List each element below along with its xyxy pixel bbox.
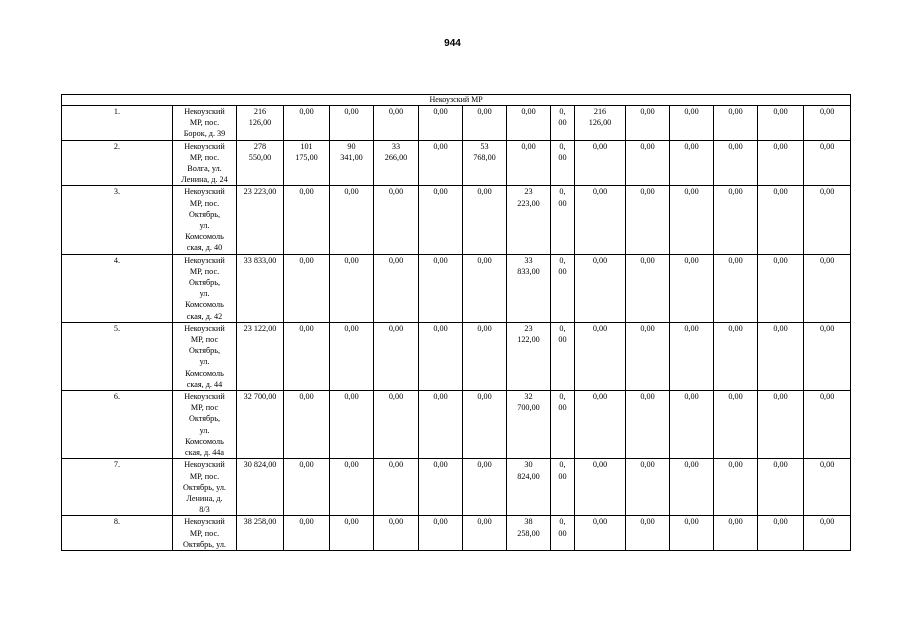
amount-cell: 0,00 <box>626 459 670 516</box>
table-row <box>62 106 851 141</box>
amount-cell: 0,00 <box>758 516 804 551</box>
amount-cell: 0,00 <box>284 322 330 390</box>
amount-cell: 0,00 <box>626 140 670 186</box>
amount-cell: 0,00 <box>284 516 330 551</box>
row-number: 6. <box>62 391 173 459</box>
amount-cell: 0,00 <box>714 459 758 516</box>
row-number: 4. <box>62 254 173 322</box>
amount-cell: 0,00 <box>463 516 507 551</box>
amount-cell: 0,00 <box>463 459 507 516</box>
amount-cell: 23 223,00 <box>237 186 284 254</box>
amount-cell: 38 258,00 <box>237 516 284 551</box>
amount-cell: 23 122,00 <box>507 322 551 390</box>
amount-cell: 0,00 <box>330 186 374 254</box>
amount-cell: 0,00 <box>374 516 419 551</box>
amount-cell: 0,00 <box>804 186 851 254</box>
amount-cell: 0,00 <box>463 391 507 459</box>
amount-cell: 53 768,00 <box>463 140 507 186</box>
amount-cell: 0,00 <box>330 391 374 459</box>
amount-cell: 0,00 <box>626 516 670 551</box>
amount-cell: 0, 00 <box>551 322 575 390</box>
amount-cell: 0,00 <box>670 140 714 186</box>
amount-cell: 0,00 <box>374 106 419 141</box>
amount-cell: 0,00 <box>419 140 463 186</box>
row-number: 8. <box>62 516 173 551</box>
amount-cell: 278 550,00 <box>237 140 284 186</box>
amount-cell: 0,00 <box>330 516 374 551</box>
table-row <box>62 140 851 186</box>
row-number: 7. <box>62 459 173 516</box>
amount-cell: 0,00 <box>374 322 419 390</box>
amount-cell: 0,00 <box>714 186 758 254</box>
amount-cell: 0,00 <box>284 459 330 516</box>
amount-cell: 0,00 <box>758 322 804 390</box>
address-cell: Некоузский МР, пос. Октябрь, ул. <box>173 516 237 551</box>
amount-cell: 0,00 <box>419 106 463 141</box>
amount-cell: 0,00 <box>330 106 374 141</box>
amount-cell: 0,00 <box>670 322 714 390</box>
amount-cell: 0,00 <box>714 516 758 551</box>
amount-cell: 0,00 <box>374 254 419 322</box>
amount-cell: 0,00 <box>284 186 330 254</box>
amount-cell: 0,00 <box>463 106 507 141</box>
table-row <box>62 516 851 551</box>
address-cell: Некоузский МР, пос. Октябрь, ул. Ленина, д. 8/3 <box>173 459 237 516</box>
amount-cell: 0,00 <box>419 254 463 322</box>
table-row <box>62 459 851 516</box>
address-cell: Некоузский МР, пос. Октябрь, ул. Комсомоль ская, д. 42 <box>173 254 237 322</box>
amount-cell: 0,00 <box>714 140 758 186</box>
amount-cell: 0,00 <box>626 254 670 322</box>
amount-cell: 0,00 <box>575 254 626 322</box>
amount-cell: 0,00 <box>419 186 463 254</box>
amount-cell: 0,00 <box>463 254 507 322</box>
amount-cell: 0,00 <box>463 322 507 390</box>
table-row <box>62 391 851 459</box>
amount-cell: 33 833,00 <box>237 254 284 322</box>
amount-cell: 0,00 <box>284 391 330 459</box>
amount-cell: 0,00 <box>626 322 670 390</box>
amount-cell: 0,00 <box>714 254 758 322</box>
amount-cell: 0, 00 <box>551 186 575 254</box>
amount-cell: 0,00 <box>804 140 851 186</box>
row-number: 2. <box>62 140 173 186</box>
amount-cell: 0,00 <box>575 459 626 516</box>
amount-cell: 0,00 <box>575 186 626 254</box>
amount-cell: 0, 00 <box>551 140 575 186</box>
amount-cell: 0,00 <box>804 254 851 322</box>
amount-cell: 0,00 <box>374 186 419 254</box>
amount-cell: 216 126,00 <box>575 106 626 141</box>
amount-cell: 0,00 <box>804 106 851 141</box>
amount-cell: 0,00 <box>575 140 626 186</box>
table-row <box>62 322 851 390</box>
amount-cell: 101 175,00 <box>284 140 330 186</box>
amount-cell: 0, 00 <box>551 516 575 551</box>
amount-cell: 0,00 <box>626 106 670 141</box>
amount-cell: 0,00 <box>463 186 507 254</box>
amount-cell: 0,00 <box>670 391 714 459</box>
amount-cell: 0,00 <box>330 459 374 516</box>
amount-cell: 0,00 <box>575 516 626 551</box>
amount-cell: 30 824,00 <box>507 459 551 516</box>
amount-cell: 0,00 <box>419 322 463 390</box>
amount-cell: 0, 00 <box>551 459 575 516</box>
address-cell: Некоузский МР, пос. Борок, д. 39 <box>173 106 237 141</box>
amount-cell: 0,00 <box>804 459 851 516</box>
amount-cell: 0,00 <box>714 391 758 459</box>
section-header-row <box>62 95 851 106</box>
amount-cell: 0,00 <box>670 516 714 551</box>
row-number: 3. <box>62 186 173 254</box>
amount-cell: 38 258,00 <box>507 516 551 551</box>
amount-cell: 0, 00 <box>551 391 575 459</box>
amount-cell: 33 266,00 <box>374 140 419 186</box>
amount-cell: 32 700,00 <box>507 391 551 459</box>
amount-cell: 33 833,00 <box>507 254 551 322</box>
amount-cell: 0,00 <box>374 391 419 459</box>
amount-cell: 0,00 <box>804 516 851 551</box>
address-cell: Некоузский МР, пос. Октябрь, ул. Комсомоль ская, д. 40 <box>173 186 237 254</box>
amount-cell: 0,00 <box>670 186 714 254</box>
amount-cell: 0,00 <box>670 254 714 322</box>
amount-cell: 0,00 <box>330 254 374 322</box>
amount-cell: 0,00 <box>419 391 463 459</box>
page-number: 944 <box>444 38 461 49</box>
amount-cell: 0,00 <box>758 459 804 516</box>
amount-cell: 0,00 <box>284 106 330 141</box>
amount-cell: 0, 00 <box>551 106 575 141</box>
amount-cell: 0,00 <box>419 516 463 551</box>
section-title: Некоузский МР <box>62 95 851 106</box>
amount-cell: 0,00 <box>714 322 758 390</box>
address-cell: Некоузский МР, пос. Волга, ул. Ленина, д. 24 <box>173 140 237 186</box>
amount-cell: 0,00 <box>758 254 804 322</box>
amount-cell: 0,00 <box>714 106 758 141</box>
amount-cell: 32 700,00 <box>237 391 284 459</box>
address-cell: Некоузский МР, пос Октябрь, ул. Комсомоль ская, д. 44а <box>173 391 237 459</box>
amount-cell: 0,00 <box>758 106 804 141</box>
amount-cell: 0,00 <box>330 322 374 390</box>
amount-cell: 90 341,00 <box>330 140 374 186</box>
amount-cell: 0,00 <box>507 140 551 186</box>
amount-cell: 216 126,00 <box>237 106 284 141</box>
amount-cell: 0,00 <box>575 391 626 459</box>
amount-cell: 0,00 <box>758 391 804 459</box>
amount-cell: 23 223,00 <box>507 186 551 254</box>
row-number: 1. <box>62 106 173 141</box>
amount-cell: 30 824,00 <box>237 459 284 516</box>
address-cell: Некоузский МР, пос Октябрь, ул. Комсомоль ская, д. 44 <box>173 322 237 390</box>
amount-cell: 0,00 <box>284 254 330 322</box>
row-number: 5. <box>62 322 173 390</box>
amount-cell: 0,00 <box>507 106 551 141</box>
amount-cell: 0,00 <box>758 140 804 186</box>
amount-cell: 0,00 <box>670 459 714 516</box>
amount-cell: 0,00 <box>626 186 670 254</box>
table-row <box>62 254 851 322</box>
table-row <box>62 186 851 254</box>
data-table <box>61 94 851 551</box>
amount-cell: 0,00 <box>575 322 626 390</box>
amount-cell: 0,00 <box>419 459 463 516</box>
amount-cell: 0,00 <box>758 186 804 254</box>
amount-cell: 0,00 <box>804 391 851 459</box>
amount-cell: 0,00 <box>670 106 714 141</box>
amount-cell: 0,00 <box>804 322 851 390</box>
amount-cell: 0,00 <box>374 459 419 516</box>
amount-cell: 0, 00 <box>551 254 575 322</box>
amount-cell: 0,00 <box>626 391 670 459</box>
amount-cell: 23 122,00 <box>237 322 284 390</box>
